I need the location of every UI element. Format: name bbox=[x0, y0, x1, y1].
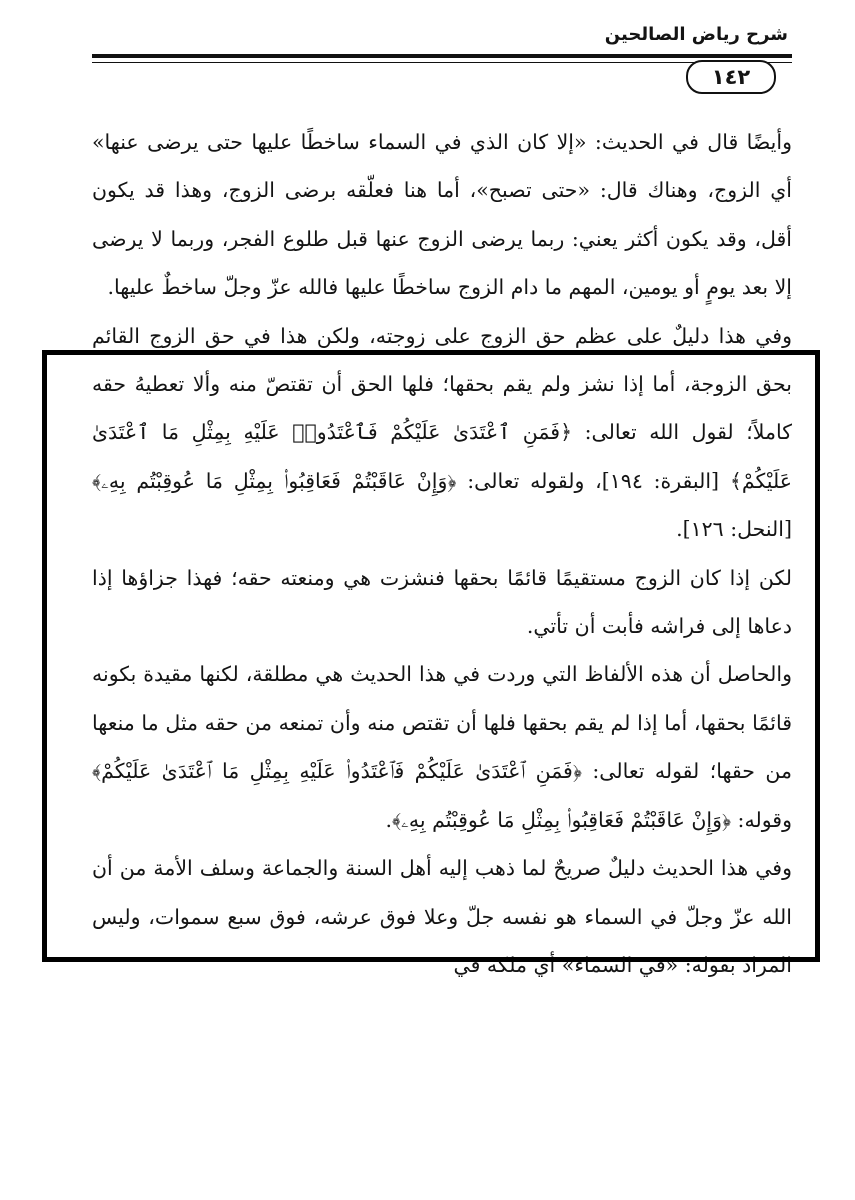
page-number: ١٤٢ bbox=[686, 60, 776, 94]
book-title: شرح رياض الصالحين bbox=[604, 24, 788, 45]
header-rule-thick bbox=[92, 54, 792, 58]
paragraph-5: وفي هذا الحديث دليلٌ صريحٌ لما ذهب إليه أهل السنة والجماعة وسلف الأمة من أن الله عزّ وجلّ في السماء هو نفسه جلّ وعلا فوق عرشه، فوق سبع سموات، وليس المراد بقوله: «في السماء» أي ملكه في bbox=[92, 856, 792, 977]
paragraph-2: وفي هذا دليلٌ على عظم حق الزوج على زوجته، ولكن هذا في حق الزوج القائم بحق الزوجة، أما إذا نشز ولم يقم بحقها؛ فلها الحق أن تقتصّ منه وألا تعطيهُ حقه كاملاً؛ لقول الله تعالى: ﴿فَمَنِ ٱعْتَدَىٰ عَلَيْكُمْ فَٱعْتَدُوا۟ عَلَيْهِ بِمِثْلِ مَا ٱعْتَدَىٰ عَلَيْكُمْ﴾ [البقرة: ١٩٤]، ولقوله تعالى: ﴿وَإِنْ عَاقَبْتُمْ فَعَاقِبُوا۟ بِمِثْلِ مَا عُوقِبْتُم بِهِۦ﴾ [النحل: ١٢٦]. bbox=[92, 323, 792, 542]
page-header bbox=[92, 18, 792, 98]
paragraph-3: لكن إذا كان الزوج مستقيمًا قائمًا بحقها فنشزت هي ومنعته حقه؛ فهذا جزاؤها إذا دعاها إلى فراشه فأبت أن تأتي. bbox=[92, 565, 792, 639]
paragraph-1: وأيضًا قال في الحديث: «إلا كان الذي في السماء ساخطًا عليها حتى يرضى عنها» أي الزوج، وهناك قال: «حتى تصبح»، أما هنا فعلّقه برضى الزوج، وهذا قد يكون أقل، وقد يكون أكثر يعني: ربما يرضى الزوج عنها قبل طلوع الفجر، وربما لا يرضى إلا بعد يومٍ أو يومين، المهم ما دام الزوج ساخطًا عليها فالله عزّ وجلّ ساخطٌ عليها. bbox=[92, 130, 792, 300]
header-rule-thin bbox=[92, 62, 792, 63]
paragraph-4: والحاصل أن هذه الألفاظ التي وردت في هذا الحديث هي مطلقة، لكنها مقيدة بكونه قائمًا بحقها، أما إذا لم يقم بحقها فلها أن تقتص منه وأن تمنعه من حقه مثل ما منعها من حقها؛ لقوله تعالى: ﴿فَمَنِ ٱعْتَدَىٰ عَلَيْكُمْ فَٱعْتَدُوا۟ عَلَيْهِ بِمِثْلِ مَا ٱعْتَدَىٰ عَلَيْكُمْ﴾ وقوله: ﴿وَإِنْ عَاقَبْتُمْ فَعَاقِبُوا۟ بِمِثْلِ مَا عُوقِبْتُم بِهِۦ﴾. bbox=[92, 662, 792, 832]
page-body bbox=[92, 118, 792, 989]
